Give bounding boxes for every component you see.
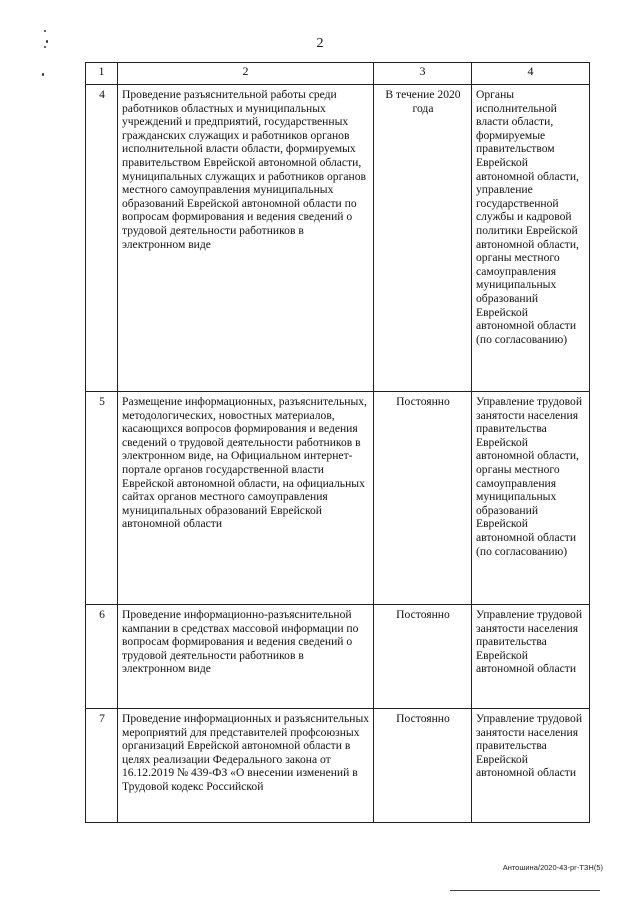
header-col-1: 1 [86, 63, 118, 85]
row-action: Проведение разъяснительной работы среди работников областных и муниципальных учреждений и предприятий, государственных гражданских служащих и работников органов исполнительной власти области, формируемых правительством Еврейской автономной области, муниципальных служащих и работников органов местного самоуправления муниципальных образований Еврейской автономной области по вопросам формирования и ведения сведений о трудовой деятельности работников в электронном виде [118, 85, 374, 392]
row-term: Постоянно [374, 392, 472, 605]
scan-speck [42, 73, 44, 76]
row-action: Размещение информационных, разъяснительных, методологических, новостных материалов, касающихся вопросов формирования и ведения сведений о трудовой деятельности работников в электронном виде, на Официальном интернет-портале органов государственной власти Еврейской автономной области, на официальных сайтах органов местного самоуправления муниципальных образований Еврейской автономной области [118, 392, 374, 605]
document-registration-code: Антошина/2020-43-рг-ТЗН(5) [502, 863, 603, 872]
table-row [86, 85, 590, 392]
row-number: 4 [86, 85, 118, 392]
row-responsible: Управление трудовой занятости населения правительства Еврейской автономной области [472, 605, 590, 709]
scan-speck [44, 30, 46, 32]
row-action: Проведение информационных и разъяснительных мероприятий для представителей профсоюзных организаций Еврейской автономной области в целях реализации Федерального закона от 16.12.2019 № 439-ФЗ «О внесении изменений в Трудовой кодекс Российской [118, 709, 374, 823]
header-col-4: 4 [472, 63, 590, 85]
header-col-3: 3 [374, 63, 472, 85]
table-row [86, 605, 590, 709]
row-action: Проведение информационно-разъяснительной кампании в средствах массовой информации по вопросам формирования и ведения сведений о трудовой деятельности работников в электронном виде [118, 605, 374, 709]
row-number: 6 [86, 605, 118, 709]
row-term: В течение 2020 года [374, 85, 472, 392]
bottom-divider [450, 890, 600, 891]
row-term: Постоянно [374, 709, 472, 823]
header-col-2: 2 [118, 63, 374, 85]
row-responsible: Управление трудовой занятости населения правительства Еврейской автономной области, органы местного самоуправления муниципальных образований Еврейской автономной области (по согласованию) [472, 392, 590, 605]
header-row [86, 63, 590, 85]
row-responsible: Управление трудовой занятости населения правительства Еврейской автономной области [472, 709, 590, 823]
row-responsible: Органы исполнительной власти области, формируемые правительством Еврейской автономной области, управление государственной службы и кадровой политики Еврейской автономной области, органы местного самоуправления муниципальных образований Еврейской автономной области (по согласованию) [472, 85, 590, 392]
row-term: Постоянно [374, 605, 472, 709]
page-number: 2 [316, 36, 324, 51]
table-row [86, 709, 590, 823]
table-row [86, 392, 590, 605]
row-number: 5 [86, 392, 118, 605]
row-number: 7 [86, 709, 118, 823]
action-plan-table [85, 62, 590, 823]
